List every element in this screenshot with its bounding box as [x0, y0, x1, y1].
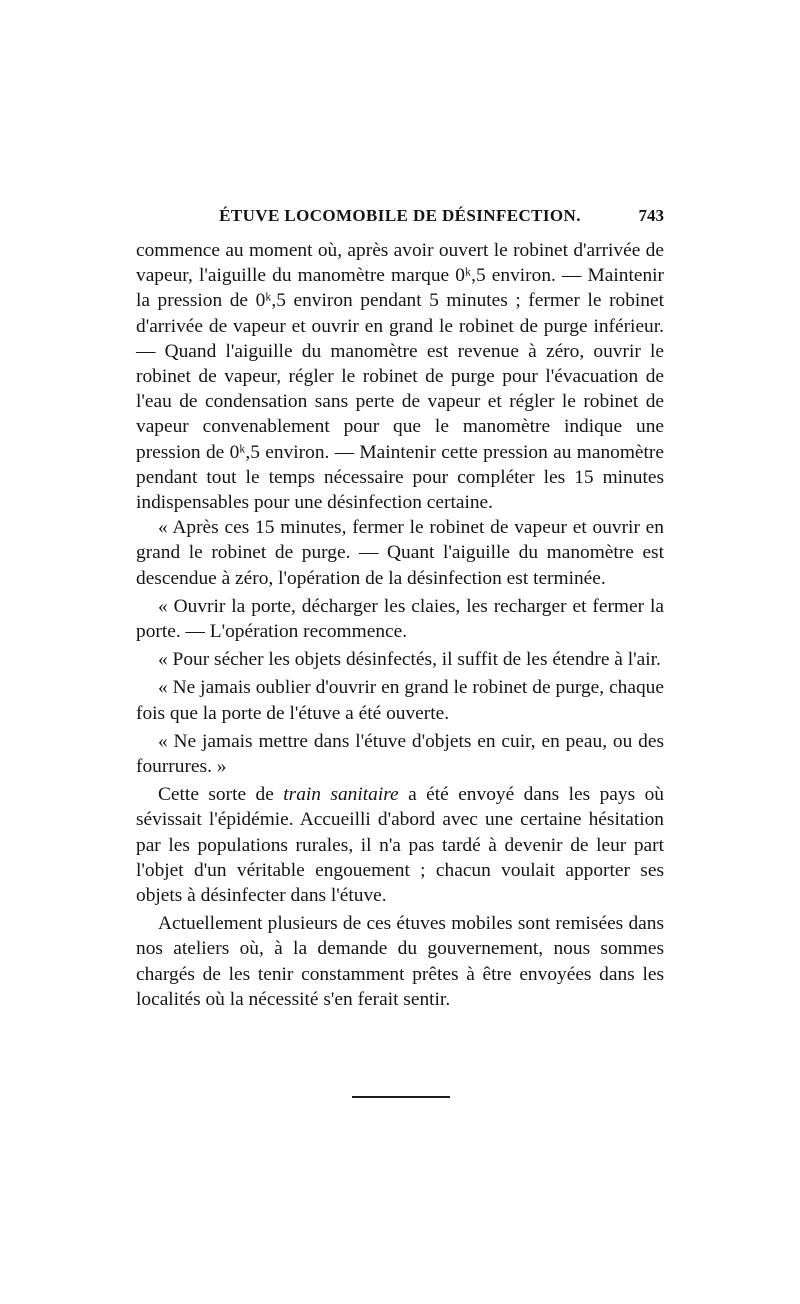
body-text: [136, 238, 664, 1012]
page-number: 743: [638, 206, 664, 225]
paragraph-after-15-minutes: « Après ces 15 minutes, fermer le robinet de vapeur et ouvrir en grand le robinet de purge. — Quant l'aiguille du manomètre est descendue à zéro, l'opération de la désinfection est terminée.: [136, 517, 664, 589]
paragraph-open-door: « Ouvrir la porte, décharger les claies, les recharger et fermer la porte. — L'opération recommence.: [136, 595, 664, 643]
end-rule: [352, 1096, 450, 1098]
running-title: ÉTUVE LOCOMOBILE DE DÉSINFECTION.: [219, 206, 581, 225]
emphasis-train-sanitaire: train sanitaire: [283, 784, 399, 806]
paragraph-actuellement: Actuellement plusieurs de ces étuves mobiles sont remisées dans nos ateliers où, à la demande du gouvernement, nous sommes chargés de les tenir constamment prêtes à être envoyées dans les localités où la nécessité s'en ferait sentir.: [136, 913, 664, 1010]
paragraph-text-before: Cette sorte de: [158, 784, 284, 806]
paragraph-text-after: a été envoyé dans les pays où sévissait l'épidémie. Accueilli d'abord avec une certaine hésitation par les populations rurales, il n'a pas tardé à devenir de leur part l'objet d'un véritable engouement ; chacun voulait apporter ses objets à désinfecter dans l'étuve.: [136, 784, 664, 907]
paragraph-drying: « Pour sécher les objets désinfectés, il suffit de les étendre à l'air.: [158, 649, 661, 671]
paragraph-continuation: commence au moment où, après avoir ouvert le robinet d'arrivée de vapeur, l'aiguille du manomètre marque 0ᵏ,5 environ. — Maintenir la pression de 0ᵏ,5 environ pendant 5 minutes ; fermer le robinet d'arrivée de vapeur et ouvrir en grand le robinet de purge inférieur. — Quand l'aiguille du manomètre est revenue à zéro, ouvrir le robinet de vapeur, régler le robinet de purge pour l'évacuation de l'eau de condensation sans perte de vapeur et régler le robinet de vapeur convenablement pour que le manomètre indique une pression de 0ᵏ,5 environ. — Maintenir cette pression au manomètre pendant tout le temps nécessaire pour compléter les 15 minutes indispensables pour une désinfection certaine.: [136, 240, 664, 514]
paragraph-never-forget: « Ne jamais oublier d'ouvrir en grand le robinet de purge, chaque fois que la porte de l'étuve a été ouverte.: [136, 677, 664, 724]
paragraph-train-sanitaire: [136, 782, 664, 908]
running-head: [136, 206, 664, 232]
paragraph-never-leather: « Ne jamais mettre dans l'étuve d'objets en cuir, en peau, ou des fourrures. »: [136, 730, 664, 778]
